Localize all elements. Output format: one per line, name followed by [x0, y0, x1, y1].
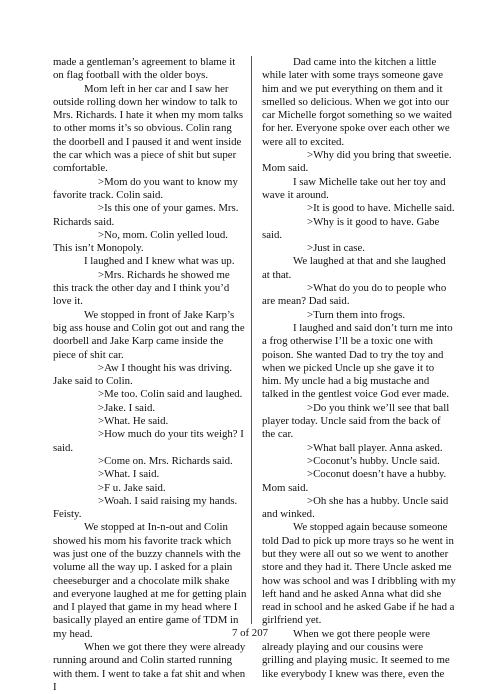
- paragraph: >What do you do to people who are mean? Dad said.: [262, 282, 447, 308]
- paragraph: >What ball player. Anna asked.: [307, 441, 443, 454]
- paragraph: >Oh she has a hubby. Uncle said and winked.: [262, 494, 449, 521]
- paragraph: >What. He said.: [98, 415, 169, 428]
- paragraph: >How much do your tits weigh? I said.: [53, 428, 244, 454]
- paragraph: Dad came into the kitchen a little while later with some trays someone gave him and we put everything on them and it smelled so delicious. When we got into our car Michelle forgot something so we waited for her. Everyone spoke over each other we were all to excited.: [262, 56, 452, 148]
- paragraph: >It is good to have. Michelle said.: [307, 202, 455, 215]
- paragraph: >No, mom. Colin yelled loud. This isn’t Monopoly.: [53, 228, 228, 255]
- paragraph: When we got there people were already playing and our cousins were grilling and playing music. It seemed to me like everybody I knew was there, even the: [262, 627, 450, 680]
- paragraph: Mom left in her car and I saw her outside rolling down her window to talk to Mrs. Richards. I hate it when my mom talks to other moms it’s so obvious. Colin rang the doorbell and I paused it and went inside the car which was a piece of shit but super comfortable.: [53, 82, 244, 175]
- paragraph: >Just in case.: [307, 242, 365, 255]
- paragraph: We laughed at that and she laughed at that.: [262, 255, 446, 281]
- paragraph: >Do you think we’ll see that ball player today. Uncle said from the back of the car.: [262, 401, 450, 441]
- column-divider: [251, 56, 252, 624]
- paragraph: I laughed and said don’t turn me into a frog otherwise I’ll be a toxic one with poison. She wanted Dad to try the toy and when we picked Uncle up she gave it to him. My uncle had a big mustache and talked in the gentlest voice God ever made.: [262, 321, 453, 401]
- paragraph: >Turn them into frogs.: [307, 308, 406, 321]
- paragraph: I laughed and I knew what was up.: [84, 255, 235, 268]
- paragraph: >Jake. I said.: [98, 401, 156, 414]
- paragraph: >Why is it good to have. Gabe said.: [262, 215, 440, 241]
- paragraph: We stopped again because someone told Dad to pick up more trays so he went in but they were all out so we went to another store and they had it. There Uncle asked me how was school and was I dribbling with my left hand and he asked Anna what did she read in school and he asked Gabe if he had a girlfriend yet.: [262, 521, 456, 627]
- left-column: [53, 56, 247, 694]
- paragraph: >Why did you bring that sweetie. Mom said.: [262, 149, 452, 175]
- paragraph: >Mom do you want to know my favorite track. Colin said.: [53, 175, 238, 201]
- paragraph: We stopped at In-n-out and Colin showed his mom his favorite track which was just one of the buzzy channels with the volume all the way up. I asked for a plain cheeseburger and a chocolate milk shake and everyone laughed at me for getting plain and I played that game in my head where I basically played an entire game of TDM in my head.: [53, 521, 247, 640]
- right-column: [262, 56, 456, 681]
- paragraph: >F u. Jake said.: [98, 481, 166, 494]
- page-number: 7 of 207: [232, 627, 268, 639]
- paragraph: I saw Michelle take out her toy and wave it around.: [262, 175, 446, 201]
- paragraph: >Coconut’s hubby. Uncle said.: [307, 454, 440, 467]
- paragraph: When we got there they were already running around and Colin started running with them. I went to take a fat shit and when I: [53, 641, 246, 693]
- paragraph: >Woah. I said raising my hands. Feisty.: [53, 494, 238, 521]
- paragraph: >Is this one of your games. Mrs. Richards said.: [53, 202, 239, 228]
- paragraph: >Me too. Colin said and laughed.: [98, 388, 243, 401]
- paragraph: >Aw I thought his was driving. Jake said to Colin.: [53, 361, 233, 388]
- paragraph: >What. I said.: [98, 468, 160, 481]
- paragraph: >Come on. Mrs. Richards said.: [98, 454, 233, 467]
- paragraph: >Mrs. Richards he showed me this track the other day and I think you’d love it.: [53, 268, 230, 308]
- paragraph: We stopped in front of Jake Karp’s big ass house and Colin got out and rang the doorbell and Jake Karp came inside the piece of shit car.: [53, 308, 245, 361]
- paragraph: >Coconut doesn’t have a hubby. Mom said.: [262, 468, 447, 494]
- paragraph: made a gentleman’s agreement to blame it on flag football with the older boys.: [53, 56, 236, 82]
